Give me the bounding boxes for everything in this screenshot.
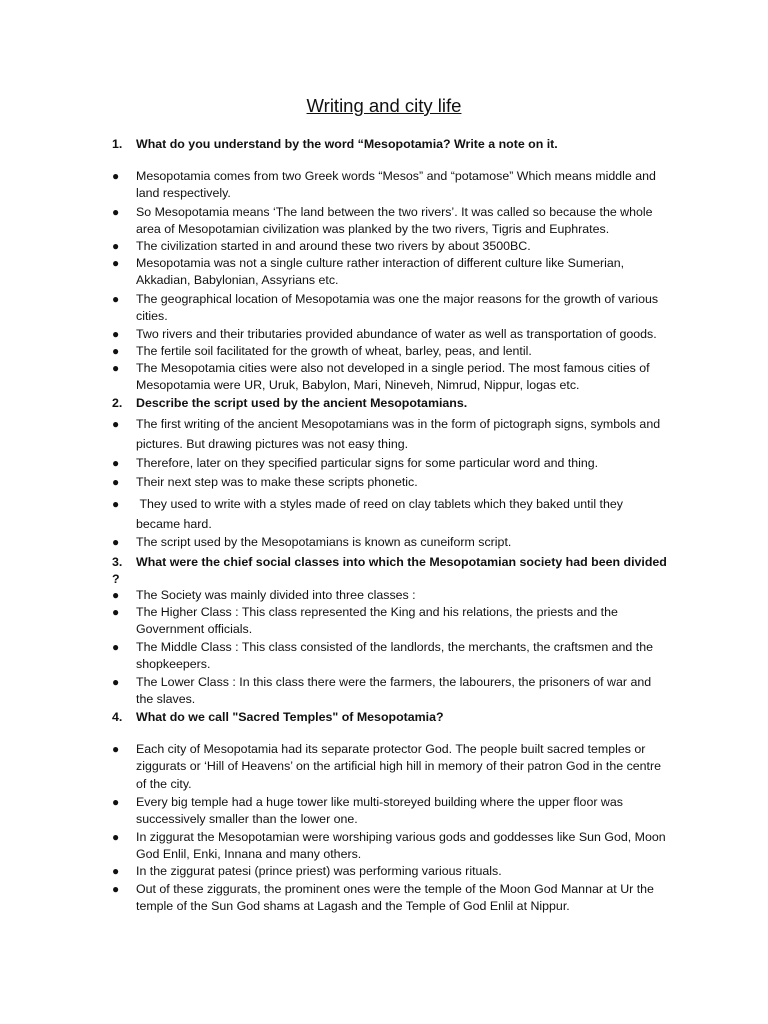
bullet-icon: ●: [112, 456, 120, 470]
bullet-icon: ●: [112, 475, 120, 489]
bullet-icon: ●: [112, 882, 120, 896]
question-4: [112, 709, 672, 726]
bullet-item: ● The first writing of the ancient Mesopotamians was in the form of pictograph signs, symbols and pictures. But drawing pictures was not easy thing.: [112, 417, 661, 451]
bullet-item: ● In the ziggurat patesi (prince priest) was performing various rituals.: [112, 863, 668, 880]
bullet-icon: ●: [112, 417, 120, 431]
question-text: Describe the script used by the ancient Mesopotamians.: [136, 396, 468, 410]
bullet-item: ● The Higher Class : This class represented the King and his relations, the priests and the Government officials.: [112, 605, 618, 637]
bullet-item: ● Therefore, later on they specified particular signs for some particular word and thing.: [112, 455, 668, 472]
question-2: [112, 395, 672, 412]
question-number: 1.: [112, 137, 123, 151]
bullet-item: ● The Middle Class : This class consisted of the landlords, the merchants, the craftsmen and the shopkeepers.: [112, 640, 653, 672]
bullet-icon: ●: [112, 864, 120, 878]
bullet-icon: ●: [112, 830, 120, 844]
page-title: Writing and city life: [306, 95, 462, 116]
question-text: What do you understand by the word “Mesopotamia? Write a note on it.: [136, 137, 558, 151]
bullet-item: ● Mesopotamia was not a single culture rather interaction of different culture like Sumerian, Akkadian, Babylonian, Assyrians etc.: [112, 256, 625, 288]
bullet-icon: ●: [112, 588, 120, 602]
bullet-icon: ●: [112, 742, 120, 756]
bullet-icon: ●: [112, 497, 120, 511]
bullet-item: ● The Society was mainly divided into three classes :: [112, 587, 668, 604]
bullet-icon: ●: [112, 327, 120, 341]
bullet-item: ● So Mesopotamia means ‘The land between the two rivers’. It was called so because the whole area of Mesopotamian civilization was planked by the two rivers, Tigris and Euphrates.: [112, 205, 653, 237]
bullet-item: ● The civilization started in and around these two rivers by about 3500BC.: [112, 238, 668, 255]
bullet-icon: ●: [112, 292, 120, 306]
question-number: 4.: [112, 710, 123, 724]
bullet-item: ● The geographical location of Mesopotamia was one the major reasons for the growth of various cities.: [112, 292, 659, 324]
bullet-icon: ●: [112, 256, 120, 270]
bullet-item: ● The script used by the Mesopotamians is known as cuneiform script.: [112, 534, 668, 551]
bullet-item: ● The fertile soil facilitated for the growth of wheat, barley, peas, and lentil.: [112, 343, 668, 360]
bullet-icon: ●: [112, 239, 120, 253]
bullet-icon: ●: [112, 640, 120, 654]
question-text: What were the chief social classes into which the Mesopotamian society had been divided ?: [112, 555, 667, 586]
bullet-item: ● In ziggurat the Mesopotamian were worshiping various gods and goddesses like Sun God, Moon God Enlil, Enki, Innana and many others.: [112, 830, 666, 862]
bullet-icon: ●: [112, 675, 120, 689]
bullet-item: ● Each city of Mesopotamia had its separate protector God. The people built sacred temples or ziggurats or ‘Hill of Heavens’ on the artificial high hill in memory of their patron God in the centre of the city.: [112, 742, 662, 791]
bullet-item: ● Out of these ziggurats, the prominent ones were the temple of the Moon God Mannar at Ur the temple of the Sun God shams at Lagash and the Temple of God Enlil at Nippur.: [112, 882, 654, 914]
bullet-icon: ●: [112, 205, 120, 219]
bullet-icon: ●: [112, 795, 120, 809]
bullet-icon: ●: [112, 605, 120, 619]
question-number: 3.: [112, 555, 123, 569]
bullet-item: ● Their next step was to make these scripts phonetic.: [112, 474, 668, 491]
bullet-item: ● Mesopotamia comes from two Greek words “Mesos” and “potamose” Which means middle and land respectively.: [112, 169, 656, 201]
bullet-item: ● They used to write with a styles made of reed on clay tablets which they baked until they became hard.: [112, 494, 668, 534]
bullet-item: ● Every big temple had a huge tower like multi-storeyed building where the upper floor was successively smaller than the lower one.: [112, 795, 623, 827]
bullet-item: ● The Lower Class : In this class there were the farmers, the labourers, the prisoners of war and the slaves.: [112, 675, 652, 707]
bullet-icon: ●: [112, 344, 120, 358]
question-1: [112, 136, 672, 153]
question-3: [112, 554, 672, 588]
bullet-item: ● The Mesopotamia cities were also not developed in a single period. The most famous cities of Mesopotamia were UR, Uruk, Babylon, Mari, Nineveh, Nimrud, Nippur, logas etc.: [112, 361, 650, 393]
bullet-icon: ●: [112, 535, 120, 549]
bullet-icon: ●: [112, 169, 120, 183]
bullet-icon: ●: [112, 361, 120, 375]
question-text: What do we call "Sacred Temples" of Mesopotamia?: [136, 710, 444, 724]
bullet-item: ● Two rivers and their tributaries provided abundance of water as well as transportation of goods.: [112, 326, 668, 343]
question-number: 2.: [112, 396, 123, 410]
